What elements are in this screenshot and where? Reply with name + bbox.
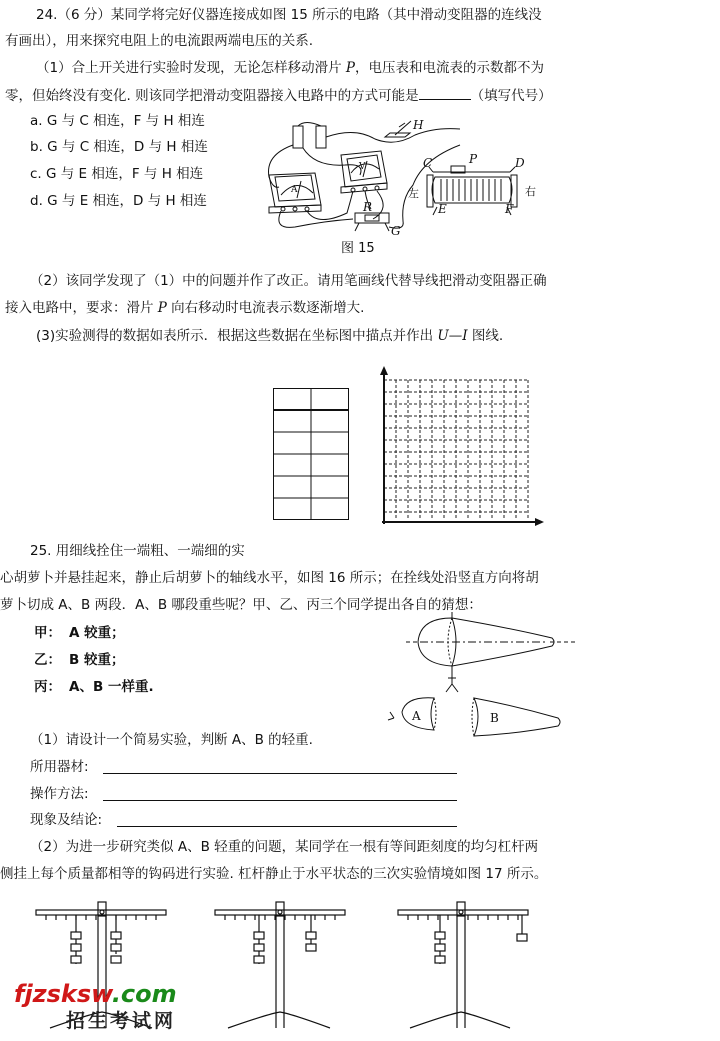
piece-A-label: A xyxy=(412,709,421,723)
hook-weight-icon xyxy=(71,932,81,939)
hook-weight-icon xyxy=(111,932,121,939)
hook-weight-icon xyxy=(306,944,316,951)
q24-line2: 有画出），用来探究电阻上的电流跟两端电压的关系. xyxy=(5,33,314,49)
lever-2 xyxy=(215,902,345,1028)
q24-option-a: a. G 与 C 相连，F 与 H 相连 xyxy=(30,113,205,129)
q24-part2-line1: （2）该同学发现了（1）中的问题并作了改正。请用笔画线代替导线把滑动变阻器正确 xyxy=(30,273,547,289)
figure-15-circuit xyxy=(255,115,575,250)
hook-weight-icon xyxy=(111,956,121,963)
hook-weight-icon xyxy=(435,932,445,939)
guess-bing: 丙： A、B 一样重. xyxy=(34,679,154,695)
q24-line1: 24.（6 分）某同学将完好仪器连接成如图 15 所示的电路（其中滑动变阻器的连线没 xyxy=(36,7,542,23)
switch-icon xyxy=(385,121,411,137)
hook-weight-icon xyxy=(435,944,445,951)
q25-part2-line2: 侧挂上每个质量都相等的钩码进行实验. 杠杆静止于水平状态的三次实验情境如图 17 所示。 xyxy=(0,866,548,882)
hook-weight-icon xyxy=(254,944,264,951)
q24-part1-line2: 零，但始终没有变化. 则该同学把滑动变阻器接入电路中的方式可能是 （填写代号） xyxy=(5,85,552,105)
field-conclusion-label: 现象及结论: xyxy=(30,812,103,828)
label-F: F xyxy=(505,202,514,216)
guess-jia: 甲： A 较重； xyxy=(34,625,125,641)
label-R: R xyxy=(363,200,373,214)
label-P: P xyxy=(469,152,478,166)
figure-15-caption: 图 15 xyxy=(341,241,375,256)
piece-B-label: B xyxy=(490,711,499,725)
lever-3 xyxy=(398,902,528,1028)
q24-option-d: d. G 与 E 相连，D 与 H 相连 xyxy=(30,193,207,209)
field-conclusion-line[interactable] xyxy=(117,826,457,827)
q24-option-c: c. G 与 E 相连，F 与 H 相连 xyxy=(30,166,204,182)
label-voltmeter-V: V xyxy=(359,162,366,172)
label-H: H xyxy=(413,118,424,132)
battery-cell-icon xyxy=(316,126,326,148)
hook-weight-icon xyxy=(111,944,121,951)
label-C: C xyxy=(423,156,433,170)
field-method-label: 操作方法: xyxy=(30,786,89,802)
hook-weight-icon xyxy=(254,956,264,963)
q25-part2-line1: （2）为进一步研究类似 A、B 轻重的问题，某同学在一根有等间距刻度的均匀杠杆两 xyxy=(30,839,539,855)
field-method-line[interactable] xyxy=(103,800,457,801)
q25-line3: 萝卜切成 A、B 两段．A、B 哪段重些呢？甲、乙、丙三个同学提出各自的猜想： xyxy=(0,597,482,613)
field-equipment-label: 所用器材: xyxy=(30,759,89,775)
data-table xyxy=(273,388,349,520)
battery-cell-icon xyxy=(293,126,303,148)
label-left: 左 xyxy=(408,187,419,200)
u-i-coordinate-grid xyxy=(376,366,546,526)
guess-yi: 乙： B 较重； xyxy=(34,652,125,668)
q25-line2: 心胡萝卜并悬挂起来，静止后胡萝卜的轴线水平，如图 16 所示；在拴线处沿竖直方向将胡 xyxy=(0,570,539,586)
hook-weight-icon xyxy=(254,932,264,939)
resistor-icon xyxy=(355,213,389,231)
q24-part2-line2: 接入电路中，要求：滑片 P 向右移动时电流表示数逐渐增大. xyxy=(5,300,365,316)
q25-line1: 25. 用细线拴住一端粗、一端细的实 xyxy=(30,543,245,559)
hook-weight-icon xyxy=(71,944,81,951)
label-D: D xyxy=(515,156,525,170)
answer-blank[interactable] xyxy=(419,85,471,100)
q25-part1: （1）请设计一个简易实验，判断 A、B 的轻重. xyxy=(30,732,313,748)
label-right: 右 xyxy=(525,185,536,198)
label-ammeter-A: A xyxy=(291,185,298,195)
voltmeter-icon xyxy=(341,151,387,193)
hook-weight-icon xyxy=(71,956,81,963)
hook-weight-icon xyxy=(435,956,445,963)
figure-16-carrot xyxy=(400,612,590,732)
hook-weight-icon xyxy=(306,932,316,939)
field-equipment-line[interactable] xyxy=(103,773,457,774)
q24-option-b: b. G 与 C 相连，D 与 H 相连 xyxy=(30,139,208,155)
label-E: E xyxy=(438,202,447,216)
q24-part1-line1: （1）合上开关进行实验时发现，无论怎样移动滑片 P，电压表和电流表的示数都不为 xyxy=(36,60,544,76)
label-G: G xyxy=(391,224,401,238)
hook-weight-icon xyxy=(517,934,527,941)
q24-part3: (3)实验测得的数据如表所示．根据这些数据在坐标图中描点并作出 U—I 图线. xyxy=(36,328,504,344)
site-watermark-logo: fjzsksw.com 招生考试网 xyxy=(14,980,177,1032)
